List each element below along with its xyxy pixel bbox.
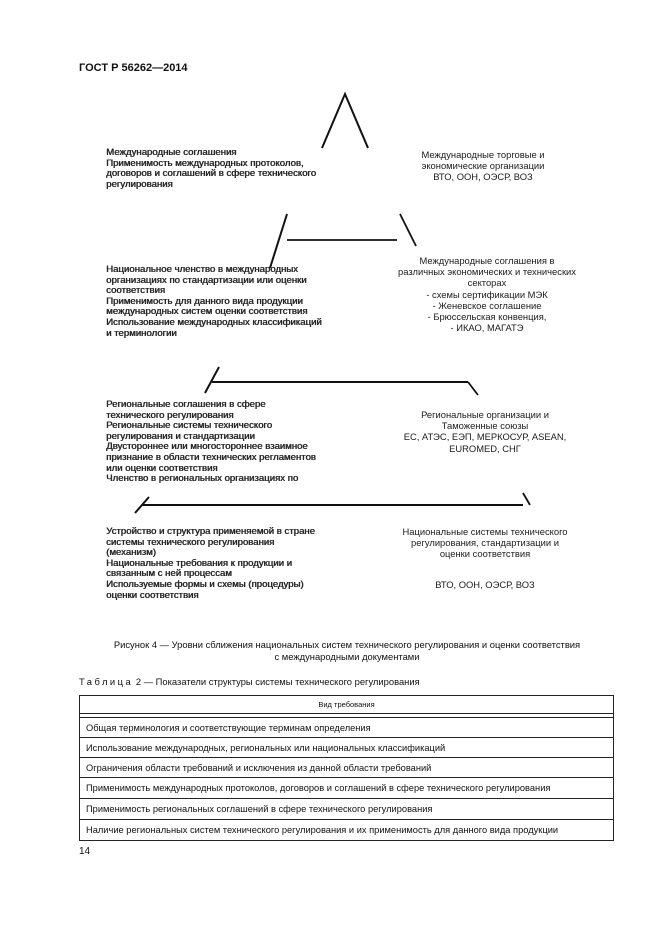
- level-1-right-text: Международные торговые и экономические организации ВТО, ООН, ОЭСР, ВОЗ: [421, 149, 545, 183]
- pyramid-level-2-line: [270, 214, 287, 268]
- table-cell: Применимость региональных соглашений в сфере технического регулирования: [80, 799, 614, 820]
- document-standard-number: ГОСТ Р 56262—2014: [79, 62, 188, 74]
- level-1-left-text: Международные соглашения Применимость международных протоколов, договоров и соглашений в сфере технического регулирования: [106, 147, 316, 190]
- level-2-left-text: Национальное членство в международных организациях по стандартизации или оценки соответствия Применимость для данного вида продукции международных систем оценки соответствия Использование международных классификаций и терминологии: [106, 264, 322, 339]
- table-row: [80, 718, 614, 738]
- table-cell: Наличие региональных систем технического регулирования и их применимость для данного вида продукции: [80, 820, 614, 841]
- pyramid-level-3-right: [468, 382, 478, 395]
- level-3-right-text: Региональные организации и Таможенные союзы ЕС, АТЭС, ЕЭП, МЕРКОСУР, ASEAN, EUROMED, СНГ: [403, 409, 567, 454]
- pyramid-level-3-left: [205, 367, 219, 393]
- level-4-left-text: Устройство и структура применяемой в стране системы технического регулирования (механизм) Национальные требования к продукции и связанным с ней процессам Используемые формы и схемы (процедуры) оценки соответствия: [106, 526, 315, 601]
- table-title-prefix: Таблица: [79, 676, 134, 687]
- pyramid-level-4-right: [523, 493, 530, 505]
- level-4-right-orgs: ВТО, ООН, ОЭСР, ВОЗ: [435, 579, 535, 590]
- table-row: [80, 799, 614, 820]
- table-cell: Ограничения области требований и исключения из данной области требований: [80, 758, 614, 778]
- table-cell: Использование международных, региональных или национальных классификаций: [80, 738, 614, 758]
- table-title: [79, 676, 420, 687]
- table-row: [80, 758, 614, 778]
- figure-caption: [80, 639, 614, 663]
- table-row: [80, 778, 614, 799]
- figure-caption-line-2: с международными документами: [274, 651, 420, 662]
- table-header-cell: Вид требования: [80, 696, 614, 714]
- table-row: [80, 738, 614, 758]
- table-cell: Применимость международных протоколов, договоров и соглашений в сфере технического регулирования: [80, 778, 614, 799]
- pyramid-apex-line: [322, 94, 368, 148]
- requirements-table: [79, 695, 614, 841]
- page-number: 14: [79, 846, 91, 857]
- figure-caption-line-1: Рисунок 4 — Уровни сближения национальных систем технического регулирования и оценки соответствия: [113, 639, 581, 650]
- table-row: [80, 820, 614, 841]
- level-3-left-text: Региональные соглашения в сфере технического регулирования Региональные системы технического регулирования и стандартизации Двустороннее или многостороннее взаимное признание в области технических регламентов или оценки соответствия Членство в региональных организациях по: [106, 399, 316, 485]
- table-title-text: 2 — Показатели структуры системы технического регулирования: [133, 676, 420, 687]
- level-2-right-text: Международные соглашения в различных экономических и технических секторах - схемы сертификации МЭК - Женевское соглашение - Брюссельская конвенция, - ИКАО, МАГАТЭ: [398, 255, 576, 334]
- pyramid-level-2-right: [400, 214, 416, 246]
- table-header-row: [80, 696, 614, 714]
- level-4-right-text: Национальные системы технического регулирования, стандартизации и оценки соответствия: [402, 526, 568, 560]
- table-cell: Общая терминология и соответствующие терминам определения: [80, 718, 614, 738]
